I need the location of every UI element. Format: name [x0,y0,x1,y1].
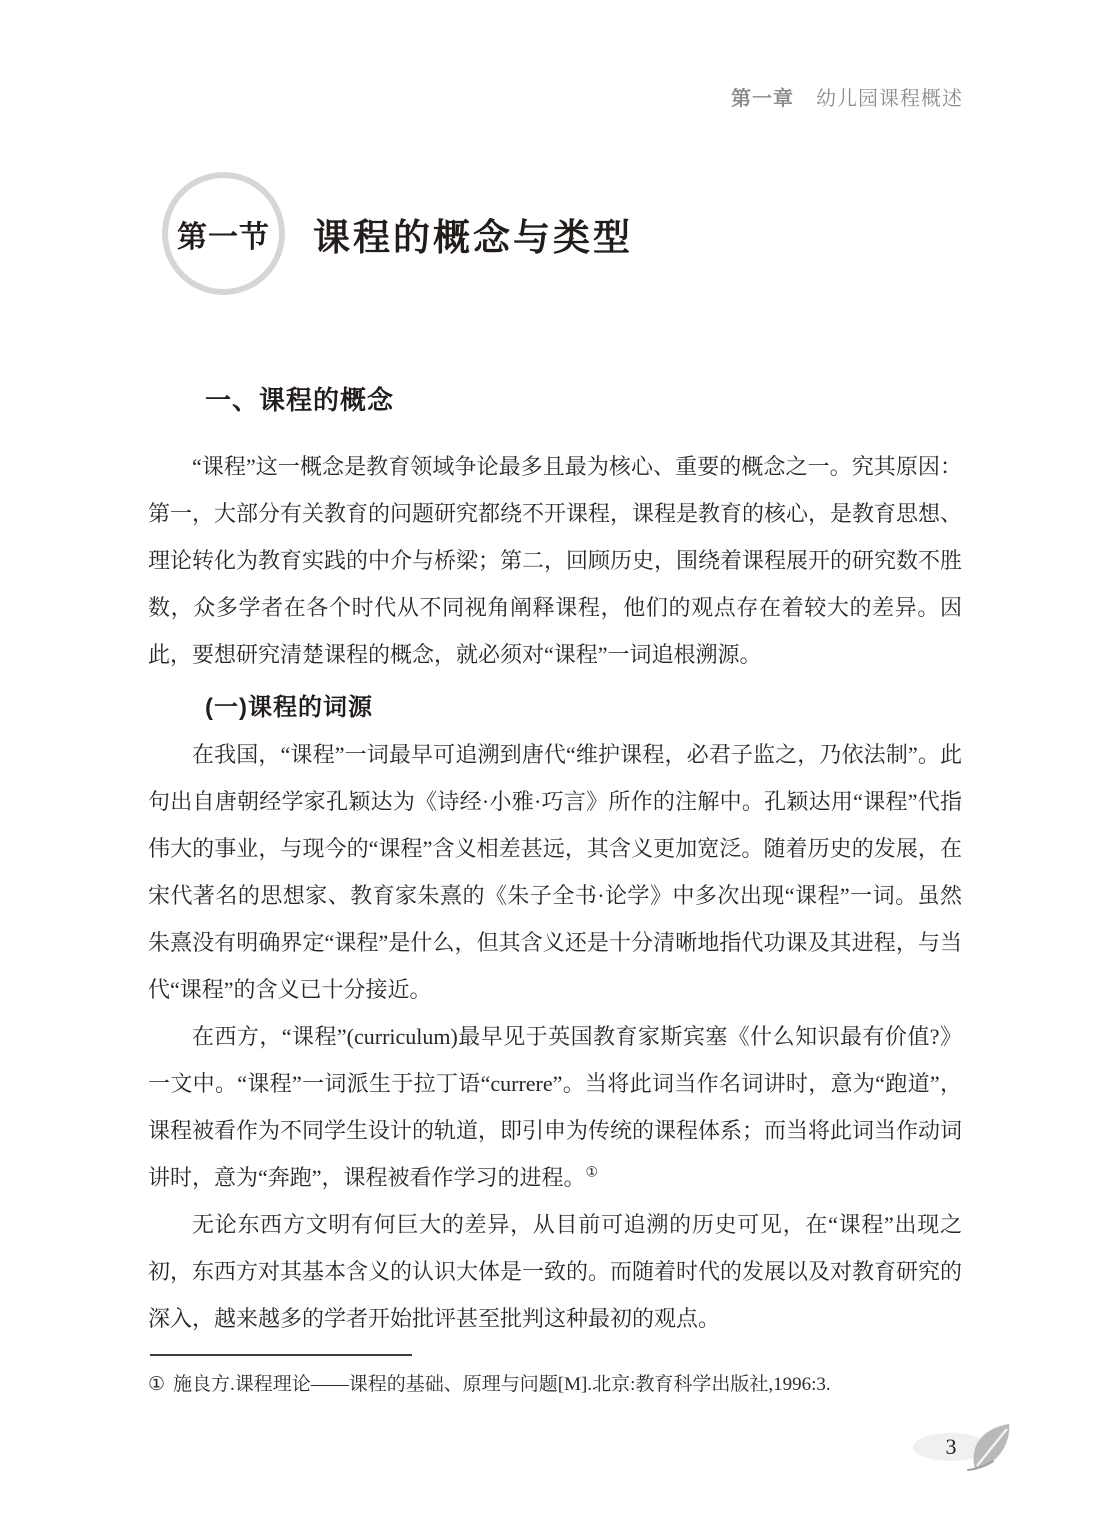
section-badge-label: 第一节 [173,210,274,258]
footnote-reference-marker: ① [585,1165,599,1181]
footnote-text [148,1370,962,1399]
section-title: 课程的概念与类型 [313,216,633,258]
running-head [731,82,963,111]
heading-concept: 一、课程的概念 [205,385,395,415]
paragraph-conclusion-text: 无论东西方文明有何巨大的差异，从目前可追溯的历史可见，在“课程”出现之初，东西方对其基本含义的认识大体是一致的。而随着时代的发展以及对教育研究的深入，越来越多的学者开始批评甚至批判这种最初的观点。 [148,1212,963,1331]
footnote-separator-rule [150,1354,412,1356]
paragraph-conclusion [148,1201,962,1342]
page-number-decoration [905,1428,1025,1480]
paragraph-west [148,1013,962,1201]
paragraph-intro: “课程”这一概念是教育领域争论最多且最为核心、重要的概念之一。究其原因：第一，大部分有关教育的问题研究都绕不开课程，课程是教育的核心，是教育思想、理论转化为教育实践的中介与桥梁；第二，回顾历史，围绕着课程展开的研究数不胜数，众多学者在各个时代从不同视角阐释课程，他们的观点存在着较大的差异。因此，要想研究清楚课程的概念，就必须对“课程”一词追根溯源。 [148,454,963,667]
main-content [148,383,962,1342]
footnote-marker: ① [148,1374,166,1395]
paragraph-west-text: 在西方，“课程”(curriculum)最早见于英国教育家斯宾塞《什么知识最有价值?》一文中。“课程”一词派生于拉丁语“currere”。当将此词当作名词讲时，意为“跑道”，课程被看作为不同学生设计的轨道，即引申为传统的课程体系；而当将此词当作动词讲时，意为“奔跑”，课程被看作学习的进程。 [148,1024,963,1190]
paragraph-china-text: 在我国，“课程”一词最早可追溯到唐代“维护课程，必君子监之，乃依法制”。此句出自唐朝经学家孔颖达为《诗经·小雅·巧言》所作的注解中。孔颖达用“课程”代指伟大的事业，与现今的“课程”含义相差甚远，其含义更加宽泛。随着历史的发展，在宋代著名的思想家、教育家朱熹的《朱子全书·论学》中多次出现“课程”一词。虽然朱熹没有明确界定“课程”是什么，但其含义还是十分清晰地指代功课及其进程，与当代“课程”的含义已十分接近。 [148,742,962,1002]
heading-etymology: (一)课程的词源 [205,694,373,721]
leaf-icon [967,1422,1013,1472]
running-head-title: 幼儿园课程概述 [816,88,963,110]
paragraph-china [148,731,962,1013]
section-banner [162,172,633,295]
running-head-chapter: 第一章 [731,88,794,110]
section-badge-circle [162,172,285,295]
page-number: 3 [913,1433,989,1461]
footnote-block [148,1348,962,1399]
footnote-citation: 施良方.课程理论——课程的基础、原理与问题[M].北京:教育科学出版社,1996:3. [173,1374,831,1395]
